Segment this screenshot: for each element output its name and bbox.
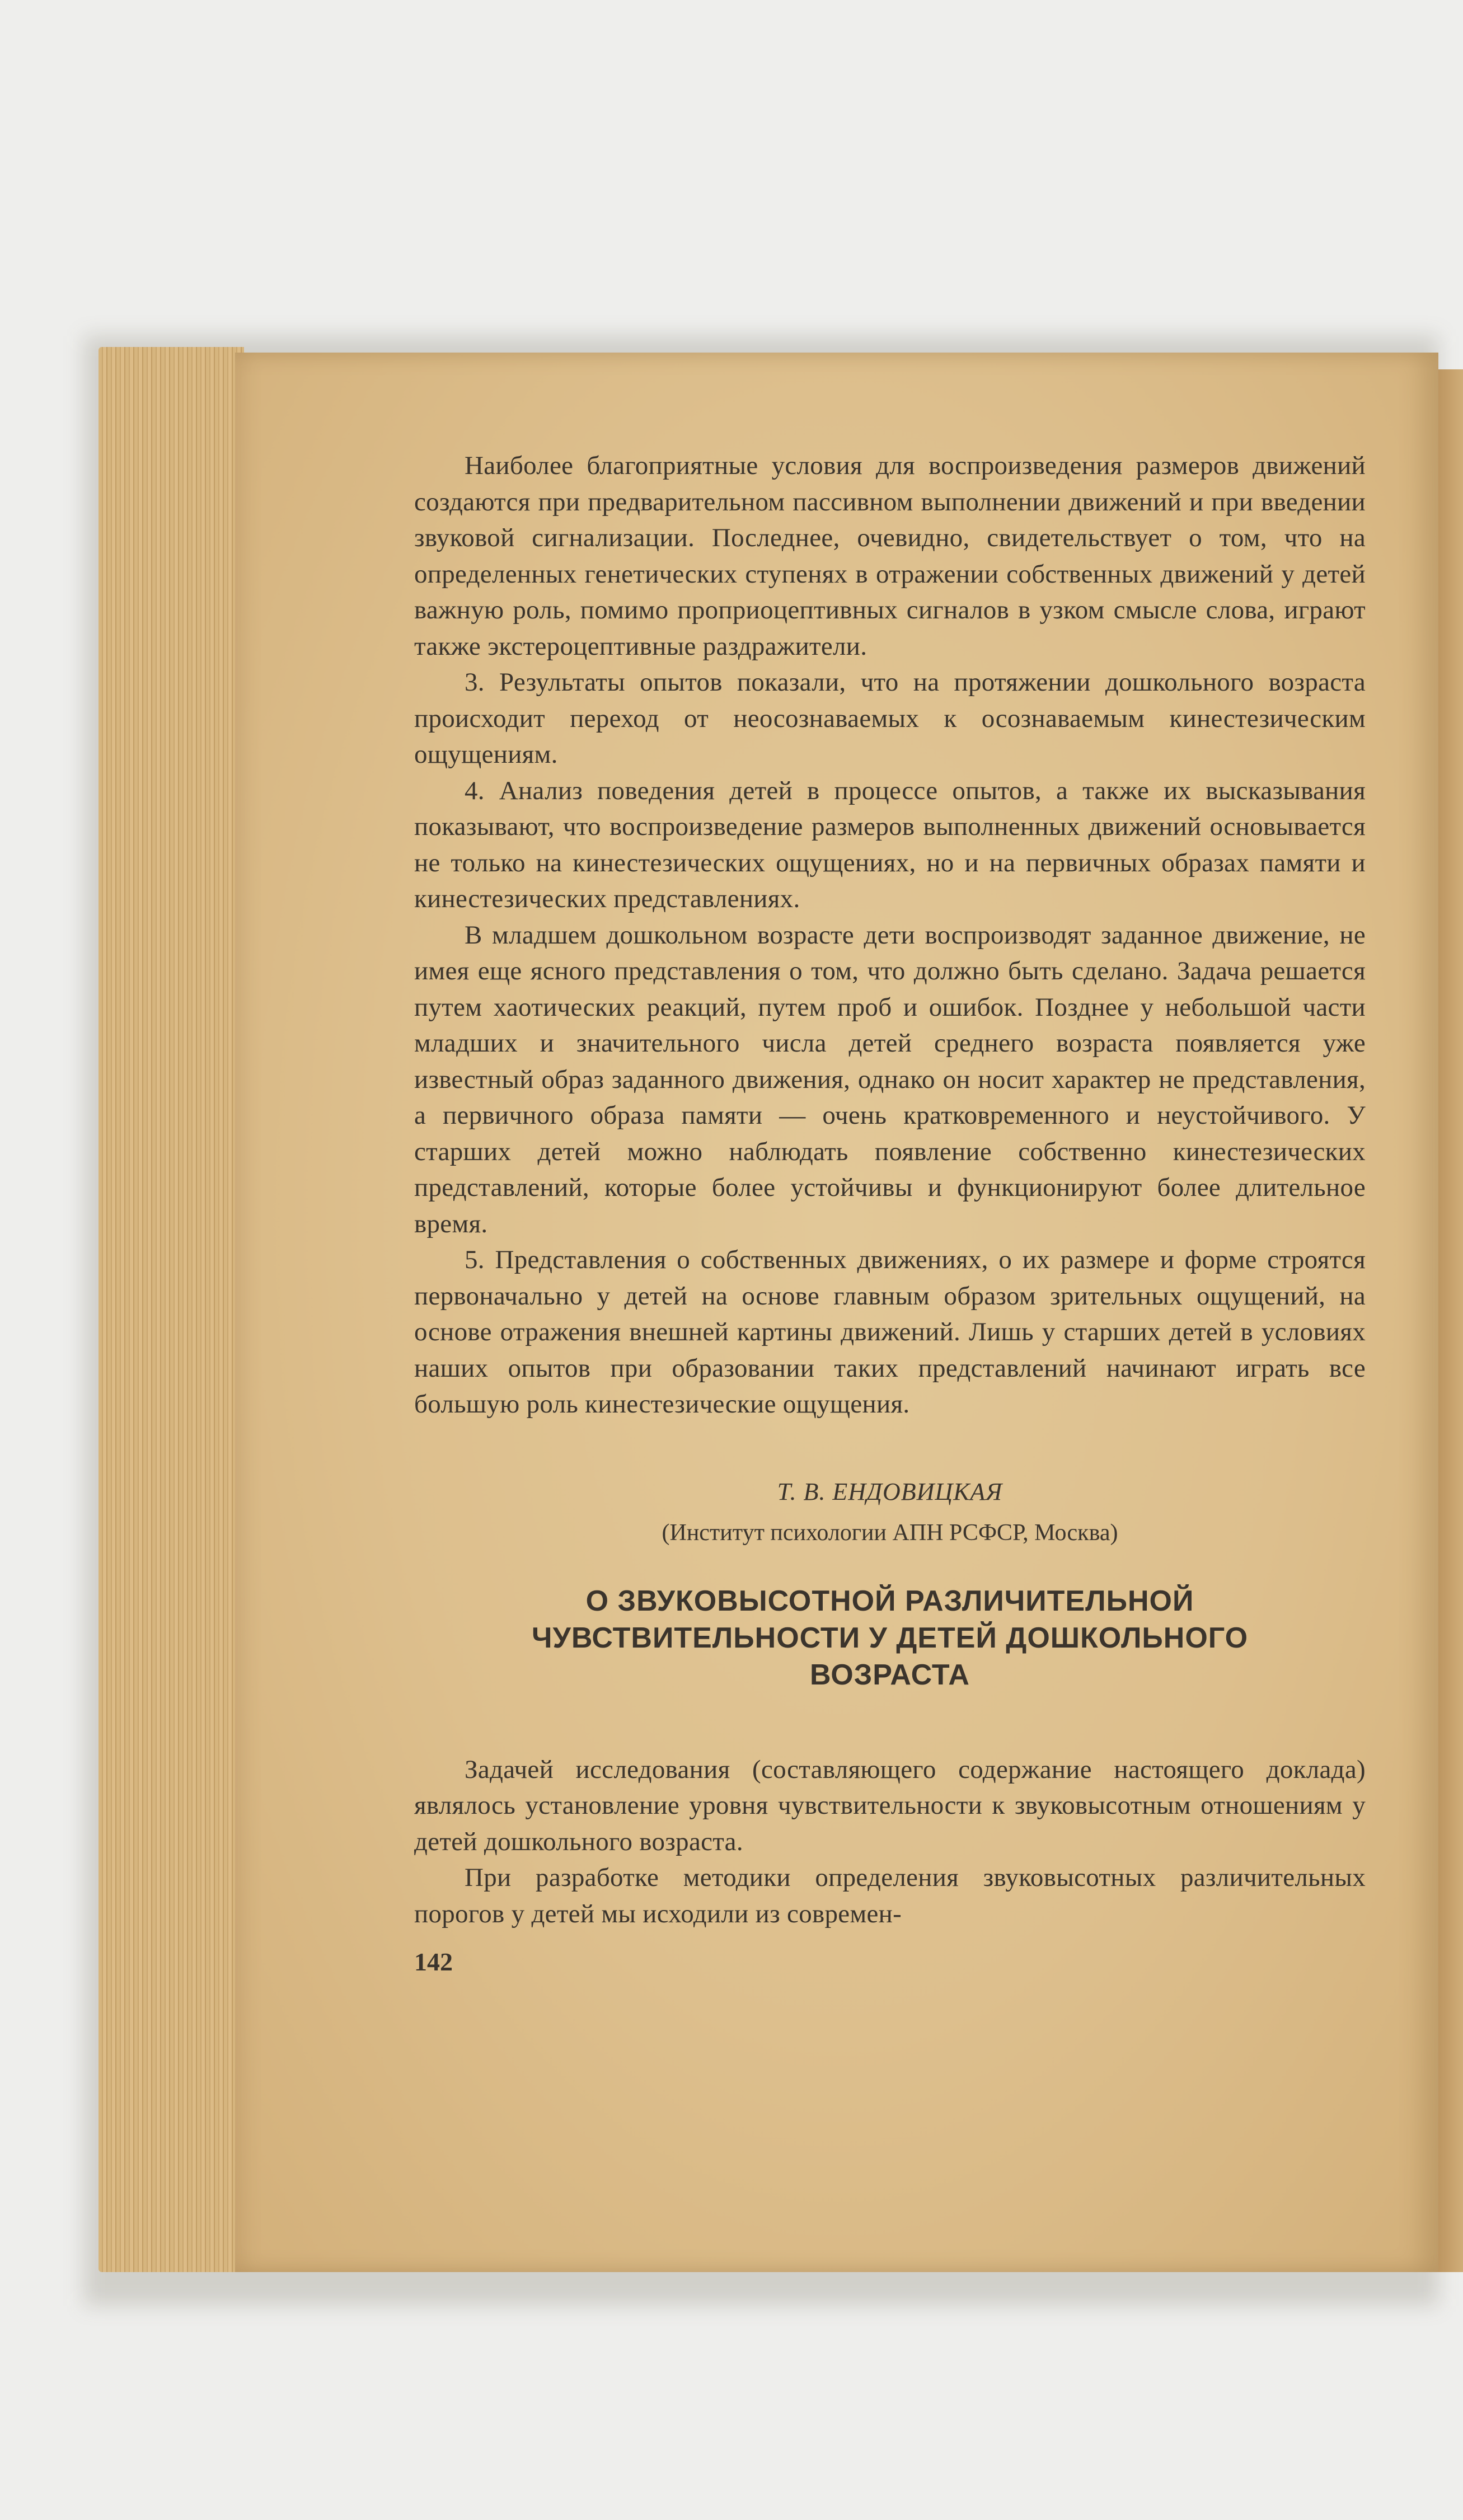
article-author: Т. В. ЕНДОВИЦКАЯ [777,1477,1003,1505]
page-text [414,448,1366,1979]
title-line: ВОЗРАСТА [810,1658,970,1691]
paragraph: 4. Анализ поведения детей в процессе опытов, а также их высказывания показывают, что воспроизведение размеров выполненных движений основывается не только на кинестезических ощущениях, но и на первичных образах памяти и кинестезических представлениях. [414,776,1366,913]
title-line: ЧУВСТВИТЕЛЬНОСТИ У ДЕТЕЙ ДОШКОЛЬНОГО [531,1621,1249,1654]
paragraph: 5. Представления о собственных движениях, о их размере и форме строятся первоначально у детей на основе главным образом зрительных ощущений, на основе отражения внешней картины движений. Лишь у старших детей в условиях наших опытов при образовании таких представлений начинают играть все большую роль кинестезические ощущения. [414,1245,1366,1419]
paragraph: 3. Результаты опытов показали, что на протяжении дошкольного возраста происходит переход от неосознаваемых к осознаваемым кинестезическим ощущениям. [414,668,1366,769]
paragraph: Наиболее благоприятные условия для воспроизведения размеров движений создаются при предварительном пассивном выполнении движений и при введении звуковой сигнализации. Последнее, очевидно, свидетельствует о том, что на определенных генетических ступенях в отражении собственных движений у детей важную роль, помимо проприоцептивных сигналов в узком смысле слова, играют также экстероцептивные раздражители. [414,451,1366,661]
page-number: 142 [414,1948,453,1976]
paragraph: При разработке методики определения звуковысотных различительных порогов у детей мы исходили из современ- [414,1863,1366,1928]
spacer [414,1693,1366,1752]
page-edges [99,347,244,2272]
article-title [414,1583,1366,1693]
book-page [235,353,1438,2272]
paragraph: Задачей исследования (составляющего содержание настоящего доклада) являлось установление уровня чувствительности к звуковысотным отношениям у детей дошкольного возраста. [414,1754,1366,1856]
title-line: О ЗВУКОВЫСОТНОЙ РАЗЛИЧИТЕЛЬНОЙ [585,1584,1194,1617]
author-affiliation: (Институт психологии АПН РСФСР, Москва) [662,1519,1118,1546]
paragraph: В младшем дошкольном возрасте дети воспроизводят заданное движение, не имея еще ясного представления о том, что должно быть сделано. Задача решается путем хаотических реакций, путем проб и ошибок. Позднее у небольшой части младших и значительного числа детей среднего возраста появляется уже известный образ заданного движения, однако он носит характер не представления, а первичного образа памяти — очень кратковременного и неустойчивого. У старших детей можно наблюдать появление собственно кинестезических представлений, которые более устойчивы и функционируют более длительное время. [414,920,1366,1238]
